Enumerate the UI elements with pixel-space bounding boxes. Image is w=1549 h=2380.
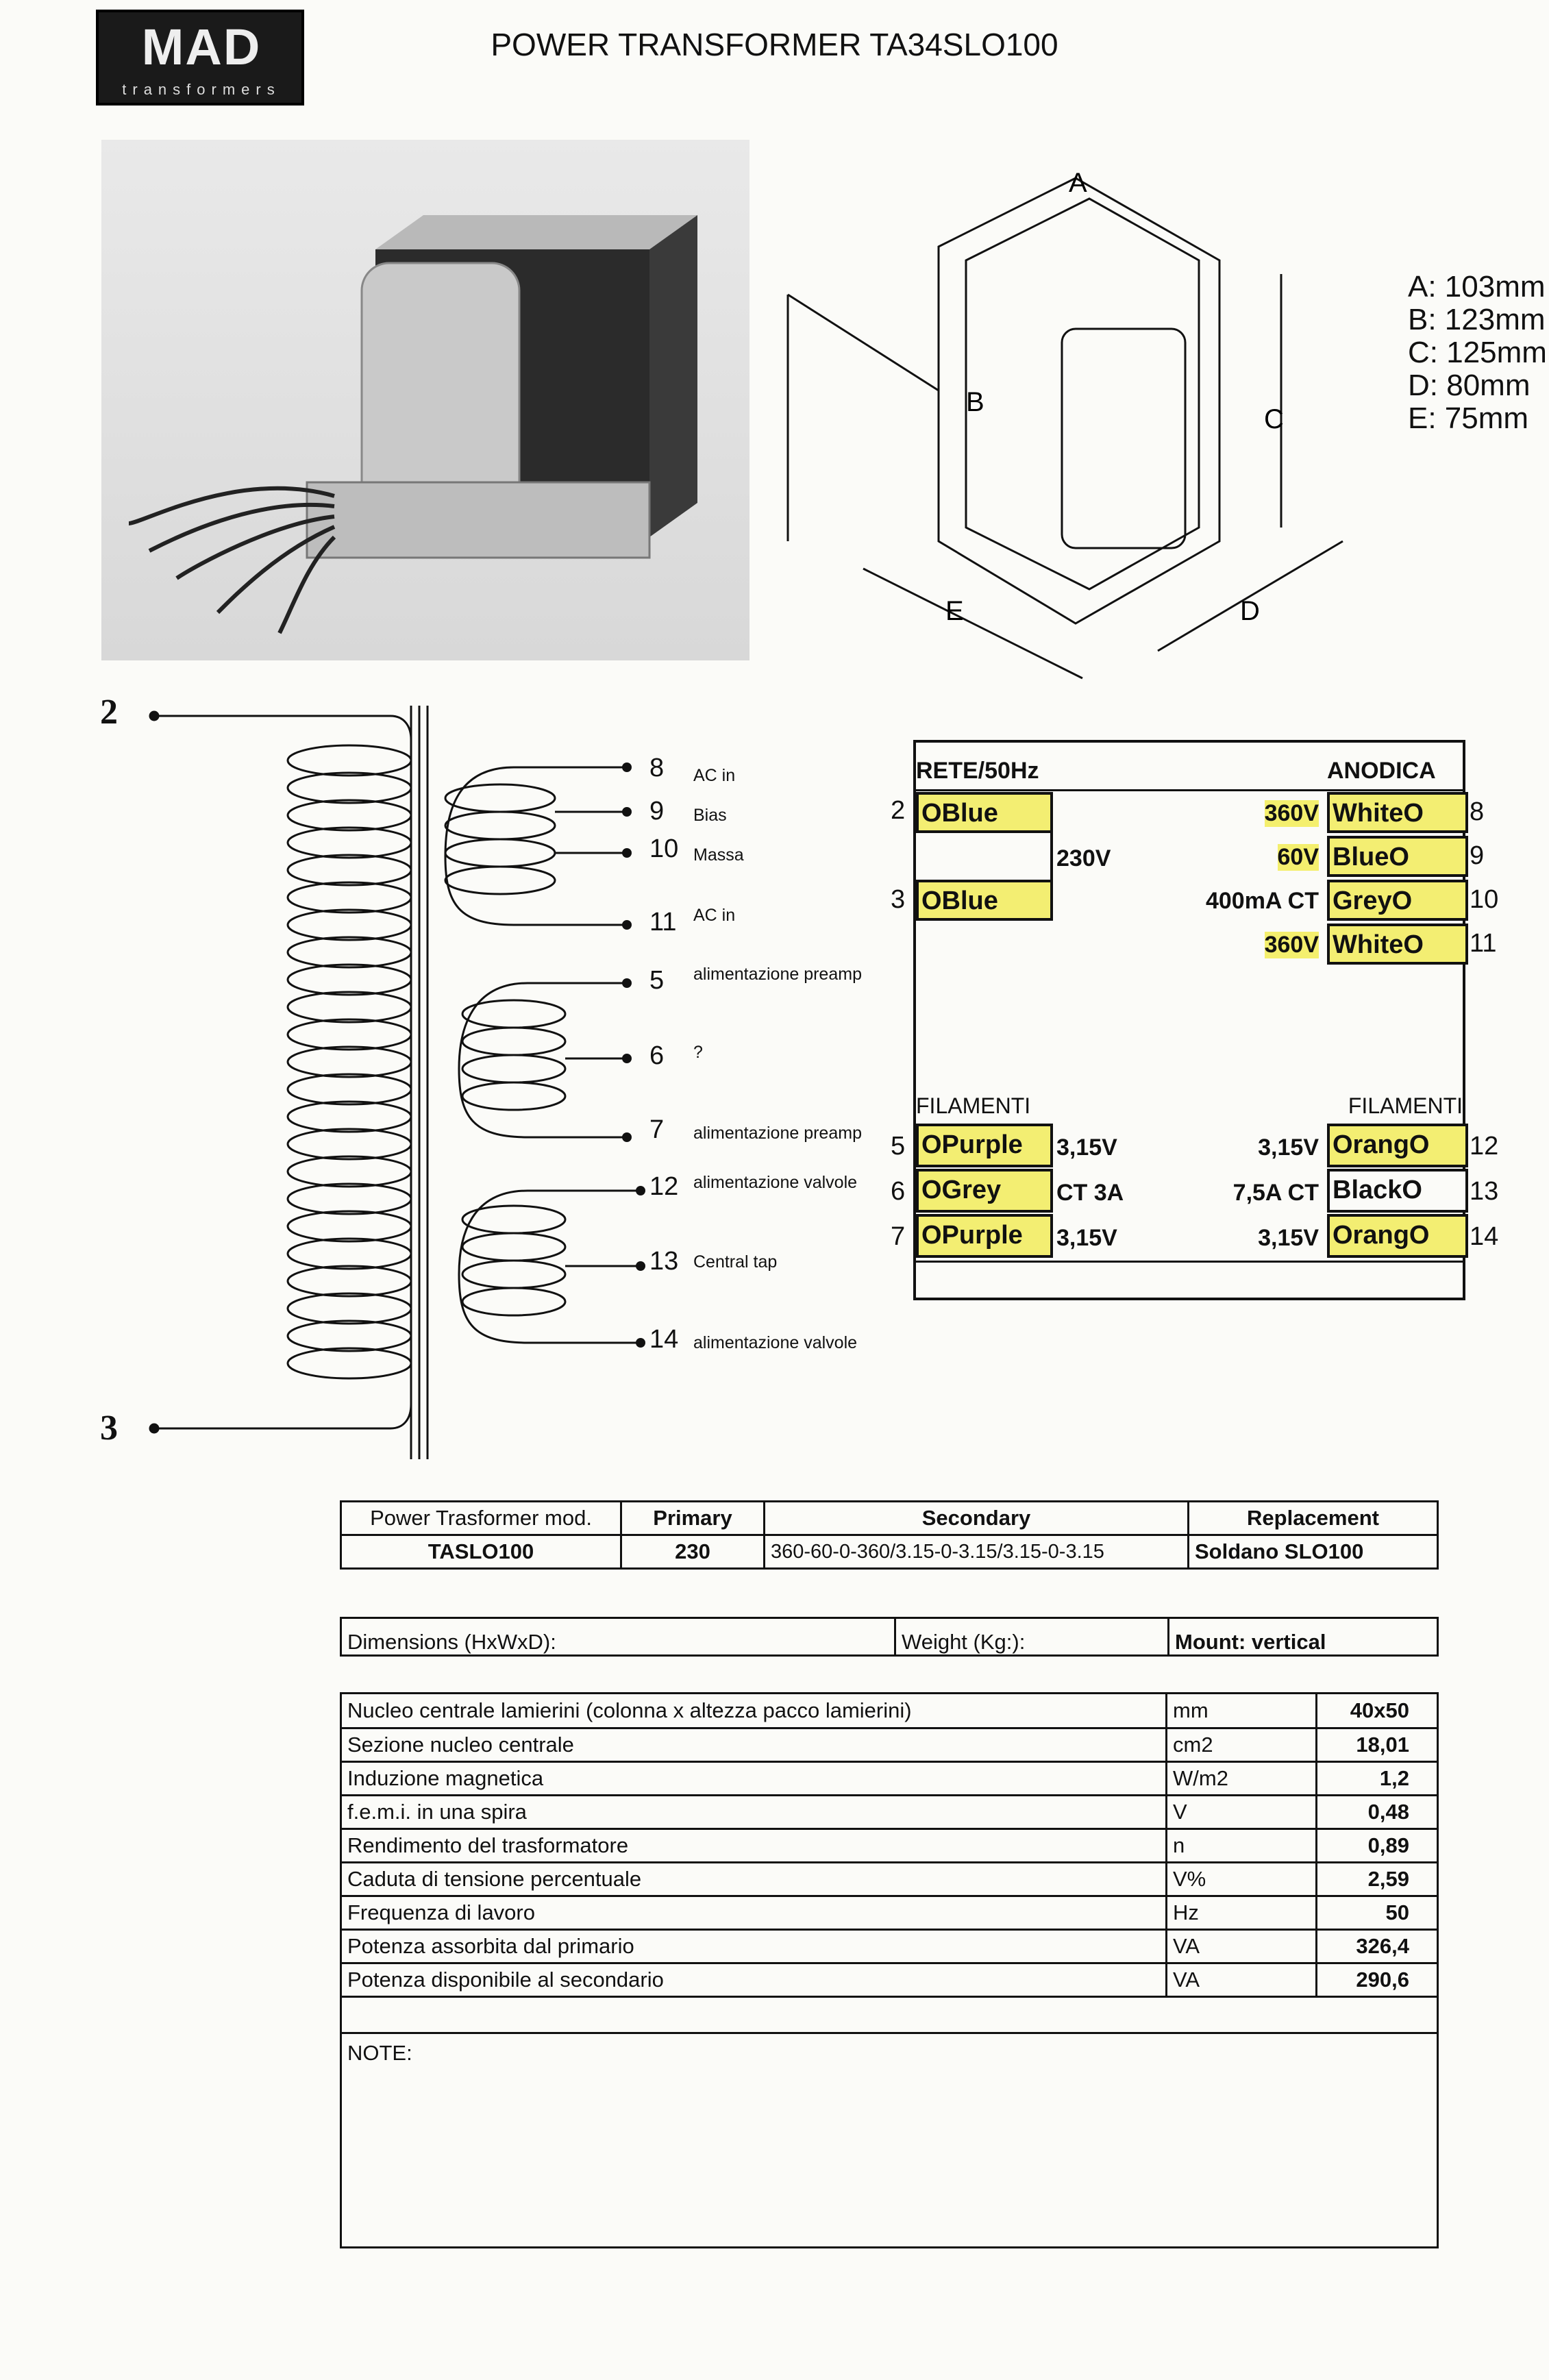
primary-wire-2: OBlue — [916, 792, 1053, 833]
photo-side — [649, 215, 697, 537]
dimension-d: D: 80mm — [1408, 369, 1531, 402]
wire-11: WhiteO — [1327, 924, 1468, 965]
pin-number-12: 12 — [649, 1172, 679, 1201]
primary-top-lead — [154, 716, 411, 740]
bottom-divider — [916, 1261, 1465, 1263]
primary-bracket — [1050, 792, 1053, 921]
pin-desc-13: Central tap — [693, 1252, 778, 1272]
pin-number-9: 9 — [649, 797, 665, 826]
wire-12: OrangO — [1327, 1124, 1468, 1167]
spec-value: 326,4 — [1317, 1930, 1438, 1963]
dimension-c: C: 125mm — [1408, 336, 1547, 369]
filamenti-right-label: FILAMENTI — [1348, 1093, 1463, 1118]
voltage-6: CT 3A — [1056, 1180, 1124, 1206]
photo-bracket — [307, 482, 649, 558]
note-label: NOTE: — [347, 2041, 412, 2065]
photo-top — [375, 215, 697, 249]
wire-num-13: 13 — [1470, 1177, 1499, 1206]
primary-pin-top: 2 — [100, 693, 118, 732]
header-primary: Primary — [621, 1502, 765, 1535]
dimension-a: A: 103mm — [1408, 270, 1546, 303]
cell-dimensions: Dimensions (HxWxD): — [341, 1618, 895, 1656]
spec-label: Potenza assorbita dal primario — [341, 1930, 1167, 1963]
header-divider — [916, 789, 1465, 791]
spec-spacer — [341, 1997, 1438, 2033]
primary-bottom-lead — [154, 1404, 411, 1428]
secondary-preamp-coil — [459, 983, 623, 1137]
winding-schematic — [103, 685, 891, 1487]
photo-wires — [129, 488, 334, 633]
pin-number-6: 6 — [649, 1041, 665, 1070]
spec-unit: VA — [1167, 1930, 1317, 1963]
wire-num-8: 8 — [1470, 797, 1485, 826]
cell-replacement: Soldano SLO100 — [1189, 1535, 1438, 1569]
spec-value: 1,2 — [1317, 1762, 1438, 1796]
drawing-label-c: C — [1264, 404, 1284, 434]
primary-wire-3: OBlue — [916, 880, 1053, 921]
voltage-13: 7,5A CT — [1232, 1180, 1319, 1206]
voltage-5: 3,15V — [1056, 1135, 1117, 1161]
pin-dots — [622, 763, 645, 1348]
wire-10: GreyO — [1327, 880, 1468, 921]
pin-desc-12: alimentazione valvole — [693, 1173, 858, 1192]
spec-value: 2,59 — [1317, 1863, 1438, 1896]
drawing-line-b1 — [788, 295, 939, 391]
spec-unit: cm2 — [1167, 1728, 1317, 1762]
drawing-label-d: D — [1240, 596, 1260, 626]
page-title: POWER TRANSFORMER TA34SLO100 — [491, 27, 1058, 62]
spec-label: Sezione nucleo centrale — [341, 1728, 1167, 1762]
pin-number-8: 8 — [649, 754, 665, 782]
pin-desc-11: AC in — [693, 906, 736, 925]
header-model: Power Trasformer mod. — [341, 1502, 621, 1535]
dimension-drawing — [760, 158, 1363, 699]
filamenti-left-label: FILAMENTI — [916, 1093, 1031, 1118]
pin-number-7: 7 — [649, 1115, 665, 1144]
voltage-11: 360V — [1264, 932, 1319, 958]
pin-number-5: 5 — [649, 966, 665, 995]
cell-mount: Mount: vertical — [1169, 1618, 1438, 1656]
spec-label: Frequenza di lavoro — [341, 1896, 1167, 1930]
spec-value: 290,6 — [1317, 1963, 1438, 1997]
pin-desc-8: AC in — [693, 766, 736, 785]
spec-unit: V% — [1167, 1863, 1317, 1896]
dimensions-table — [340, 1617, 1439, 1657]
transformer-photo-svg — [101, 140, 749, 660]
wire-14: OrangO — [1327, 1214, 1468, 1258]
dimension-e: E: 75mm — [1408, 401, 1529, 435]
wire-num-10: 10 — [1470, 885, 1499, 914]
drawing-label-e: E — [945, 596, 964, 626]
drawing-line-e — [863, 569, 1082, 678]
primary-pin-bottom: 3 — [100, 1409, 118, 1448]
spec-unit: Hz — [1167, 1896, 1317, 1930]
note-box — [341, 2033, 1438, 2248]
spec-value: 40x50 — [1317, 1694, 1438, 1728]
spec-unit: VA — [1167, 1963, 1317, 1997]
drawing-core — [966, 199, 1199, 589]
spec-value: 0,48 — [1317, 1796, 1438, 1829]
secondary-heater-coil — [459, 1191, 637, 1343]
drawing-bell — [1062, 329, 1185, 548]
pin-desc-7: alimentazione preamp — [693, 1124, 862, 1143]
pin-number-14: 14 — [649, 1325, 679, 1354]
drawing-label-a: A — [1069, 168, 1087, 198]
dimension-b: B: 123mm — [1408, 303, 1546, 336]
dimensions-list — [1408, 271, 1547, 435]
wire-num-14: 14 — [1470, 1222, 1499, 1251]
header-replacement: Replacement — [1189, 1502, 1438, 1535]
pin-desc-10: Massa — [693, 845, 744, 865]
wire-5: OPurple — [916, 1124, 1053, 1167]
wire-num-7: 7 — [891, 1222, 906, 1251]
wire-9: BlueO — [1327, 836, 1468, 877]
logo-subtitle: transformers — [122, 81, 281, 98]
spec-value: 0,89 — [1317, 1829, 1438, 1863]
pin-number-13: 13 — [649, 1247, 679, 1276]
spec-unit: W/m2 — [1167, 1762, 1317, 1796]
wire-6: OGrey — [916, 1169, 1053, 1213]
wire-num-2: 2 — [891, 796, 906, 825]
drawing-label-b: B — [966, 387, 984, 417]
voltage-10: 400mA CT — [1205, 888, 1319, 914]
transformer-photo — [101, 140, 749, 660]
pin-number-11: 11 — [649, 908, 677, 937]
spec-value: 18,01 — [1317, 1728, 1438, 1762]
pin-desc-5: alimentazione preamp — [693, 965, 862, 984]
pin-number-10: 10 — [649, 834, 679, 863]
primary-coil — [288, 745, 411, 1378]
anodica-label: ANODICA — [1327, 758, 1436, 784]
logo-brand: MAD — [141, 18, 262, 75]
voltage-14: 3,15V — [1258, 1225, 1319, 1251]
spec-label: Nucleo centrale lamierini (colonna x altezza pacco lamierini) — [341, 1694, 1167, 1728]
wire-num-6: 6 — [891, 1177, 906, 1206]
wire-num-9: 9 — [1470, 841, 1485, 870]
connection-table — [913, 740, 1465, 1300]
primary-voltage: 230V — [1056, 845, 1111, 871]
pin-desc-9: Bias — [693, 806, 727, 825]
voltage-12: 3,15V — [1258, 1135, 1319, 1161]
cell-model: TASLO100 — [341, 1535, 621, 1569]
wire-num-5: 5 — [891, 1132, 906, 1161]
secondary-ht-coil — [445, 767, 623, 925]
spec-value: 50 — [1317, 1896, 1438, 1930]
model-table — [340, 1500, 1439, 1570]
pin-desc-6: ? — [693, 1043, 703, 1062]
voltage-7: 3,15V — [1056, 1225, 1117, 1251]
spec-unit: V — [1167, 1796, 1317, 1829]
spec-label: f.e.m.i. in una spira — [341, 1796, 1167, 1829]
spec-label: Caduta di tensione percentuale — [341, 1863, 1167, 1896]
pin-desc-14: alimentazione valvole — [693, 1333, 858, 1352]
voltage-9: 60V — [1277, 844, 1319, 870]
cell-weight: Weight (Kg:): — [895, 1618, 1169, 1656]
spec-unit: n — [1167, 1829, 1317, 1863]
cell-primary: 230 — [621, 1535, 765, 1569]
wire-8: WhiteO — [1327, 792, 1468, 833]
wire-13: BlackO — [1327, 1169, 1468, 1213]
cell-secondary: 360-60-0-360/3.15-0-3.15/3.15-0-3.15 — [765, 1535, 1189, 1569]
voltage-8: 360V — [1264, 800, 1319, 826]
spec-unit: mm — [1167, 1694, 1317, 1728]
spec-label: Potenza disponibile al secondario — [341, 1963, 1167, 1997]
rete-label: RETE/50Hz — [916, 758, 1039, 784]
wire-num-12: 12 — [1470, 1132, 1499, 1161]
wire-7: OPurple — [916, 1214, 1053, 1258]
header-secondary: Secondary — [765, 1502, 1189, 1535]
wire-num-11: 11 — [1470, 929, 1497, 958]
spec-label: Rendimento del trasformatore — [341, 1829, 1167, 1863]
spec-label: Induzione magnetica — [341, 1762, 1167, 1796]
spec-table — [340, 1692, 1439, 2248]
wire-num-3: 3 — [891, 885, 906, 914]
